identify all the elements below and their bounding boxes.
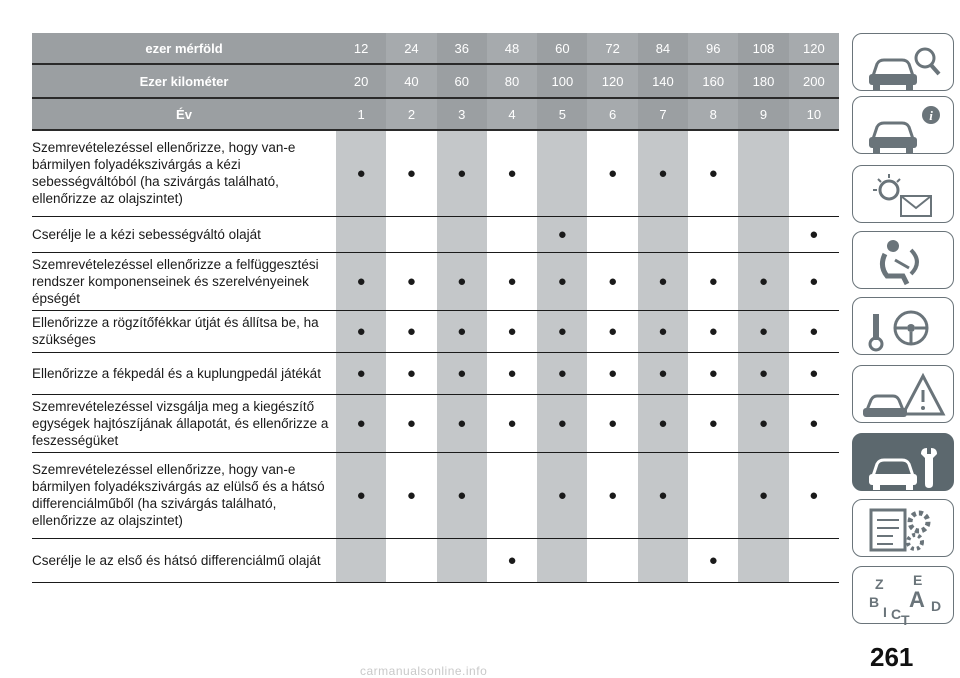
bullet-mark: ● xyxy=(809,414,819,432)
schedule-row xyxy=(32,310,839,352)
bullet-mark: ● xyxy=(809,364,819,382)
schedule-body xyxy=(32,130,839,582)
schedule-cell xyxy=(386,252,436,310)
header-value: 4 xyxy=(487,98,537,130)
bullet-mark: ● xyxy=(356,414,366,432)
bullet-mark: ● xyxy=(809,272,819,290)
header-value: 160 xyxy=(688,64,738,98)
schedule-cell xyxy=(688,538,738,582)
header-value: 12 xyxy=(336,33,386,64)
schedule-cell xyxy=(336,310,386,352)
bullet-mark: ● xyxy=(708,322,718,340)
header-value: 24 xyxy=(386,33,436,64)
schedule-row xyxy=(32,352,839,394)
sidebar-tab-specifications-gear[interactable] xyxy=(852,499,954,557)
header-value: 108 xyxy=(738,33,788,64)
task-description: Ellenőrizze a rögzítőfékkar útját és állítsa be, ha szükséges xyxy=(32,310,336,352)
header-label: Év xyxy=(32,98,336,130)
schedule-cell xyxy=(587,394,637,452)
schedule-cell xyxy=(537,252,587,310)
schedule-cell xyxy=(789,310,839,352)
schedule-cell xyxy=(487,252,537,310)
bullet-mark: ● xyxy=(608,414,618,432)
schedule-cell xyxy=(437,216,487,252)
bullet-mark: ● xyxy=(809,486,819,504)
schedule-cell xyxy=(638,538,688,582)
schedule-cell xyxy=(386,130,436,216)
bullet-mark: ● xyxy=(457,414,467,432)
header-value: 60 xyxy=(537,33,587,64)
bullet-mark: ● xyxy=(557,322,567,340)
bullet-mark: ● xyxy=(406,322,416,340)
schedule-cell xyxy=(738,352,788,394)
schedule-cell xyxy=(336,452,386,538)
schedule-cell xyxy=(537,216,587,252)
schedule-cell xyxy=(336,394,386,452)
header-row xyxy=(32,33,839,64)
task-description: Cserélje le az első és hátsó differenciálmű olaját xyxy=(32,538,336,582)
schedule-cell xyxy=(638,130,688,216)
schedule-cell xyxy=(638,216,688,252)
schedule-cell xyxy=(688,452,738,538)
task-description: Ellenőrizze a fékpedál és a kuplungpedál játékát xyxy=(32,352,336,394)
header-row xyxy=(32,64,839,98)
header-value: 20 xyxy=(336,64,386,98)
schedule-cell xyxy=(587,310,637,352)
schedule-cell xyxy=(336,216,386,252)
schedule-cell xyxy=(638,352,688,394)
bullet-mark: ● xyxy=(406,164,416,182)
bullet-mark: ● xyxy=(608,164,618,182)
header-value: 2 xyxy=(386,98,436,130)
schedule-cell xyxy=(336,538,386,582)
header-value: 5 xyxy=(537,98,587,130)
schedule-cell xyxy=(437,252,487,310)
svg-text:E: E xyxy=(913,572,923,588)
svg-text:Z: Z xyxy=(875,576,884,592)
bullet-mark: ● xyxy=(658,486,668,504)
bullet-mark: ● xyxy=(708,414,718,432)
header-value: 7 xyxy=(638,98,688,130)
bullet-mark: ● xyxy=(758,272,769,290)
bullet-mark: ● xyxy=(708,164,718,182)
header-label: Ezer kilométer xyxy=(32,64,336,98)
header-value: 8 xyxy=(688,98,738,130)
task-description: Szemrevételezéssel ellenőrizze a felfüggesztési rendszer komponenseinek és szerelvényeinek épségét xyxy=(32,252,336,310)
schedule-cell xyxy=(386,394,436,452)
schedule-cell xyxy=(738,452,788,538)
schedule-cell xyxy=(487,310,537,352)
bullet-mark: ● xyxy=(608,364,618,382)
schedule-cell xyxy=(688,216,738,252)
header-value: 40 xyxy=(386,64,436,98)
schedule-row xyxy=(32,538,839,582)
svg-text:T: T xyxy=(901,612,910,625)
bullet-mark: ● xyxy=(507,414,517,432)
schedule-row xyxy=(32,216,839,252)
schedule-cell xyxy=(738,252,788,310)
header-value: 84 xyxy=(638,33,688,64)
sidebar-tab-car-emergency-triangle[interactable] xyxy=(852,365,954,423)
bullet-mark: ● xyxy=(507,364,517,382)
header-label: ezer mérföld xyxy=(32,33,336,64)
header-value: 3 xyxy=(437,98,487,130)
sidebar-tab-key-steering-wheel[interactable] xyxy=(852,297,954,355)
task-description: Cserélje le a kézi sebességváltó olaját xyxy=(32,216,336,252)
schedule-cell xyxy=(537,452,587,538)
schedule-cell xyxy=(587,216,637,252)
schedule-cell xyxy=(537,310,587,352)
bullet-mark: ● xyxy=(758,322,769,340)
schedule-cell xyxy=(738,394,788,452)
bullet-mark: ● xyxy=(758,364,769,382)
bullet-mark: ● xyxy=(406,364,416,382)
header-value: 120 xyxy=(587,64,637,98)
schedule-cell xyxy=(587,538,637,582)
schedule-row xyxy=(32,252,839,310)
bullet-mark: ● xyxy=(608,272,618,290)
schedule-cell xyxy=(336,352,386,394)
task-description: Szemrevételezéssel ellenőrizze, hogy van-e bármilyen folyadékszivárgás az elülső és a hátsó differenciálműből (ha szivárgás található, ellenőrizze az olajszintet) xyxy=(32,452,336,538)
bullet-mark: ● xyxy=(658,364,668,382)
schedule-cell xyxy=(738,310,788,352)
task-description: Szemrevételezéssel vizsgálja meg a kiegészítő egységek hajtószíjának állapotát, és ellenőrizze a feszességüket xyxy=(32,394,336,452)
bullet-mark: ● xyxy=(557,272,567,290)
schedule-cell xyxy=(738,130,788,216)
schedule-row xyxy=(32,394,839,452)
schedule-cell xyxy=(587,352,637,394)
schedule-cell xyxy=(638,310,688,352)
schedule-cell xyxy=(789,352,839,394)
header-value: 200 xyxy=(789,64,839,98)
bullet-mark: ● xyxy=(557,225,567,243)
bullet-mark: ● xyxy=(557,414,567,432)
svg-text:C: C xyxy=(891,606,902,622)
header-value: 10 xyxy=(789,98,839,130)
bullet-mark: ● xyxy=(708,551,718,569)
schedule-cell xyxy=(487,216,537,252)
header-value: 9 xyxy=(738,98,788,130)
header-row xyxy=(32,98,839,130)
sidebar-tab-alphabetical-index[interactable] xyxy=(852,566,954,624)
schedule-cell xyxy=(386,452,436,538)
schedule-cell xyxy=(336,252,386,310)
sidebar-tab-car-info[interactable] xyxy=(852,96,954,154)
header-value: 100 xyxy=(537,64,587,98)
schedule-cell xyxy=(688,394,738,452)
bullet-mark: ● xyxy=(809,225,819,243)
header-value: 36 xyxy=(437,33,487,64)
schedule-cell xyxy=(487,352,537,394)
schedule-cell xyxy=(437,130,487,216)
schedule-cell xyxy=(487,394,537,452)
schedule-cell xyxy=(537,538,587,582)
bullet-mark: ● xyxy=(406,272,416,290)
header-value: 72 xyxy=(587,33,637,64)
svg-text:i: i xyxy=(929,108,933,123)
task-description: Szemrevételezéssel ellenőrizze, hogy van-e bármilyen folyadékszivárgás a kézi sebességváltóból (ha szivárgás található, ellenőrizze az olajszintet) xyxy=(32,130,336,216)
schedule-cell xyxy=(487,452,537,538)
schedule-cell xyxy=(688,252,738,310)
schedule-cell xyxy=(386,310,436,352)
schedule-cell xyxy=(789,452,839,538)
schedule-cell xyxy=(587,130,637,216)
schedule-cell xyxy=(688,130,738,216)
bullet-mark: ● xyxy=(356,364,366,382)
schedule-cell xyxy=(437,452,487,538)
bullet-mark: ● xyxy=(758,414,769,432)
svg-text:A: A xyxy=(909,587,925,612)
header-value: 80 xyxy=(487,64,537,98)
watermark: carmanualsonline.info xyxy=(360,664,488,678)
bullet-mark: ● xyxy=(758,486,769,504)
schedule-cell xyxy=(537,394,587,452)
bullet-mark: ● xyxy=(356,322,366,340)
bullet-mark: ● xyxy=(507,164,517,182)
bullet-mark: ● xyxy=(608,486,618,504)
maintenance-schedule-table xyxy=(32,33,839,583)
bullet-mark: ● xyxy=(507,272,517,290)
schedule-row xyxy=(32,452,839,538)
bullet-mark: ● xyxy=(809,322,819,340)
bullet-mark: ● xyxy=(557,364,567,382)
schedule-cell xyxy=(386,216,436,252)
schedule-header xyxy=(32,33,839,130)
sidebar-tab-car-maintenance-wrench[interactable] xyxy=(852,433,954,491)
bullet-mark: ● xyxy=(406,486,416,504)
schedule-cell xyxy=(738,216,788,252)
schedule-cell xyxy=(688,352,738,394)
header-value: 180 xyxy=(738,64,788,98)
schedule-cell xyxy=(386,352,436,394)
bullet-mark: ● xyxy=(406,414,416,432)
schedule-cell xyxy=(437,310,487,352)
bullet-mark: ● xyxy=(658,164,668,182)
header-value: 120 xyxy=(789,33,839,64)
header-value: 48 xyxy=(487,33,537,64)
bullet-mark: ● xyxy=(356,486,366,504)
bullet-mark: ● xyxy=(507,551,517,569)
bullet-mark: ● xyxy=(507,322,517,340)
header-value: 140 xyxy=(638,64,688,98)
sidebar-tab-car-search[interactable] xyxy=(852,33,954,91)
bullet-mark: ● xyxy=(457,272,467,290)
bullet-mark: ● xyxy=(457,486,467,504)
header-value: 96 xyxy=(688,33,738,64)
bullet-mark: ● xyxy=(658,414,668,432)
sidebar-tab-warning-light-message[interactable] xyxy=(852,165,954,223)
bullet-mark: ● xyxy=(356,164,366,182)
schedule-cell xyxy=(487,538,537,582)
schedule-cell xyxy=(688,310,738,352)
schedule-cell xyxy=(638,452,688,538)
schedule-cell xyxy=(336,130,386,216)
bullet-mark: ● xyxy=(658,272,668,290)
schedule-cell xyxy=(789,252,839,310)
page-number: 261 xyxy=(870,642,914,672)
schedule-cell xyxy=(789,538,839,582)
bullet-mark: ● xyxy=(457,164,467,182)
bullet-mark: ● xyxy=(708,272,718,290)
bullet-mark: ● xyxy=(658,322,668,340)
sidebar-tab-airbag-safety[interactable] xyxy=(852,231,954,289)
svg-text:D: D xyxy=(931,598,942,614)
schedule-cell xyxy=(487,130,537,216)
schedule-cell xyxy=(638,252,688,310)
schedule-cell xyxy=(789,130,839,216)
header-value: 1 xyxy=(336,98,386,130)
schedule-cell xyxy=(587,452,637,538)
header-value: 6 xyxy=(587,98,637,130)
schedule-cell xyxy=(437,394,487,452)
svg-text:I: I xyxy=(883,604,887,620)
schedule-cell xyxy=(437,352,487,394)
bullet-mark: ● xyxy=(457,322,467,340)
schedule-cell xyxy=(738,538,788,582)
bullet-mark: ● xyxy=(557,486,567,504)
schedule-cell xyxy=(789,394,839,452)
bullet-mark: ● xyxy=(708,364,718,382)
schedule-cell xyxy=(789,216,839,252)
schedule-cell xyxy=(537,130,587,216)
schedule-cell xyxy=(587,252,637,310)
schedule-cell xyxy=(537,352,587,394)
schedule-row xyxy=(32,130,839,216)
bullet-mark: ● xyxy=(356,272,366,290)
bullet-mark: ● xyxy=(608,322,618,340)
schedule-cell xyxy=(638,394,688,452)
schedule-cell xyxy=(386,538,436,582)
svg-text:B: B xyxy=(869,594,880,610)
schedule-cell xyxy=(437,538,487,582)
header-value: 60 xyxy=(437,64,487,98)
bullet-mark: ● xyxy=(457,364,467,382)
